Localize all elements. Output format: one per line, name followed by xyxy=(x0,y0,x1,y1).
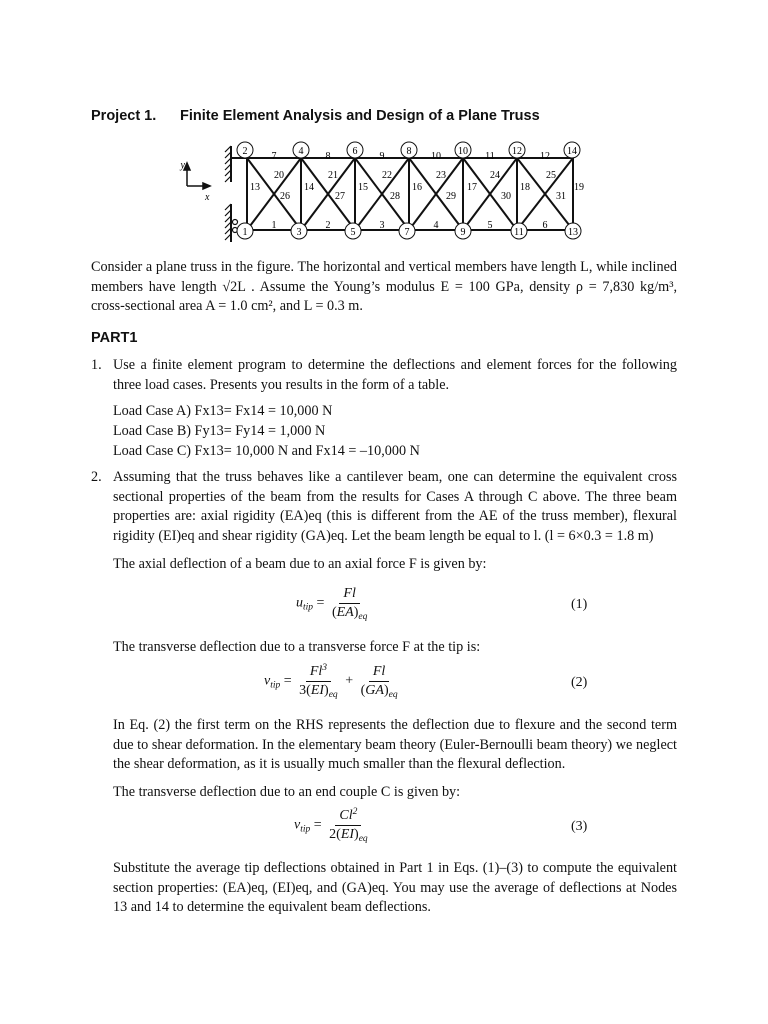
node-label: 13 xyxy=(568,227,578,238)
project-label: Project 1. xyxy=(91,108,157,124)
member-label: 11 xyxy=(485,151,495,162)
project-title: Finite Element Analysis and Design of a Plane Truss xyxy=(180,108,540,124)
member-label: 4 xyxy=(433,220,439,231)
transverse-intro: The transverse deflection due to a transverse force F at the tip is: xyxy=(113,639,481,655)
member-label: 6 xyxy=(542,220,548,231)
item2-number: 2. xyxy=(91,469,102,485)
node-label: 1 xyxy=(242,227,248,238)
member-label: 27 xyxy=(335,191,345,202)
equation-2-number: (2) xyxy=(571,675,588,690)
member-label: 8 xyxy=(325,151,331,162)
xy-axes xyxy=(184,163,210,189)
item1-text: Use a finite element program to determine the deflections and element forces for the following three load cases. Presents you results in the form of a table. xyxy=(113,357,677,393)
eq2-explanation: In Eq. (2) the first term on the RHS represents the deflection due to flexure and the second term due to shear deformation. In the elementary beam theory (Euler-Bernoulli beam theory) we neglect the shear deformation, as it is usually much smaller than the flexural deflection. xyxy=(113,717,677,773)
member-label: 25 xyxy=(546,170,556,181)
member-label: 13 xyxy=(250,182,260,193)
member-label: 9 xyxy=(379,151,385,162)
member-label: 17 xyxy=(467,182,477,193)
member-label: 28 xyxy=(390,191,400,202)
closing-paragraph: Substitute the average tip deflections obtained in Part 1 in Eqs. (1)–(3) to compute the equivalent section properties: (EA)eq, (EI)eq, and (GA)eq. You may use the average of deflections at Nodes 13 and 14 to determine the equivalent beam deflections. xyxy=(113,860,677,916)
member-label: 2 xyxy=(325,220,331,231)
node-label: 11 xyxy=(514,227,524,238)
couple-intro: The transverse deflection due to an end couple C is given by: xyxy=(113,784,461,800)
truss-figure xyxy=(175,138,595,244)
member-label: 21 xyxy=(328,170,338,181)
node-label: 7 xyxy=(404,227,410,238)
item1-number: 1. xyxy=(91,357,102,373)
node-label: 12 xyxy=(512,146,522,157)
member-label: 15 xyxy=(358,182,368,193)
member-label: 14 xyxy=(304,182,314,193)
node-label: 6 xyxy=(352,146,358,157)
item2-text: Assuming that the truss behaves like a cantilever beam, one can determine the equivalent cross sectional properties of the beam from the results for Cases A through C above. The three beam properties are: axial rigidity (EA)eq (this is different from the AE of the truss member), flexural rigidity (EI)eq and shear rigidity (GA)eq. Let the beam length be equal to l. (l = 6×0.3 = 1.8 m) xyxy=(113,469,677,544)
member-label: 16 xyxy=(412,182,422,193)
equation-3: $v_{tip}$ = $\frac{Cl^2}{2(EI)_{eq}}$ xyxy=(294,807,368,844)
node-label: 5 xyxy=(350,227,356,238)
load-case-a: Load Case A) Fx13= Fx14 = 10,000 N xyxy=(113,403,333,419)
node-label: 9 xyxy=(460,227,466,238)
member-label: 1 xyxy=(271,220,277,231)
load-case-c: Load Case C) Fx13= 10,000 N and Fx14 = –10,000 N xyxy=(113,443,420,459)
member-label: 24 xyxy=(490,170,500,181)
member-label: 19 xyxy=(574,182,584,193)
axis-y-label: y xyxy=(180,160,185,171)
member-label: 20 xyxy=(274,170,284,181)
equation-1-number: (1) xyxy=(571,597,588,612)
member-label: 7 xyxy=(271,151,277,162)
member-label: 23 xyxy=(436,170,446,181)
equation-2: $v_{tip}$ = $\frac{Fl^3}{3(EI)_{eq}}$ + $\frac{Fl}{(GA)_{eq}}$ xyxy=(264,663,398,700)
member-label: 5 xyxy=(487,220,493,231)
intro-paragraph: Consider a plane truss in the figure. The horizontal and vertical members have length L, while inclined members have length √2L . Assume the Young’s modulus E = 100 GPa, density ρ = 7,830 kg/m³, cross-sectional area A = 1.0 cm², and L = 0.3 m. xyxy=(91,259,677,315)
node-label: 2 xyxy=(242,146,248,157)
member-label: 22 xyxy=(382,170,392,181)
equation-3-number: (3) xyxy=(571,819,588,834)
axis-x-label: x xyxy=(205,192,210,203)
node-label: 3 xyxy=(296,227,302,238)
member-label: 12 xyxy=(540,151,550,162)
member-label: 3 xyxy=(379,220,385,231)
axial-intro: The axial deflection of a beam due to an axial force F is given by: xyxy=(113,556,487,572)
load-case-b: Load Case B) Fy13= Fy14 = 1,000 N xyxy=(113,423,326,439)
page-title xyxy=(91,108,540,124)
node-label: 14 xyxy=(567,146,577,157)
node-label: 4 xyxy=(298,146,304,157)
member-label: 29 xyxy=(446,191,456,202)
member-label: 18 xyxy=(520,182,530,193)
member-label: 30 xyxy=(501,191,511,202)
node-label: 10 xyxy=(458,146,468,157)
member-label: 10 xyxy=(431,151,441,162)
part1-heading: PART1 xyxy=(91,330,138,346)
node-label: 8 xyxy=(406,146,412,157)
member-label: 26 xyxy=(280,191,290,202)
equation-1: $u_{tip}$ = $\frac{Fl}{(EA)_{eq}}$ xyxy=(296,586,368,622)
member-label: 31 xyxy=(556,191,566,202)
